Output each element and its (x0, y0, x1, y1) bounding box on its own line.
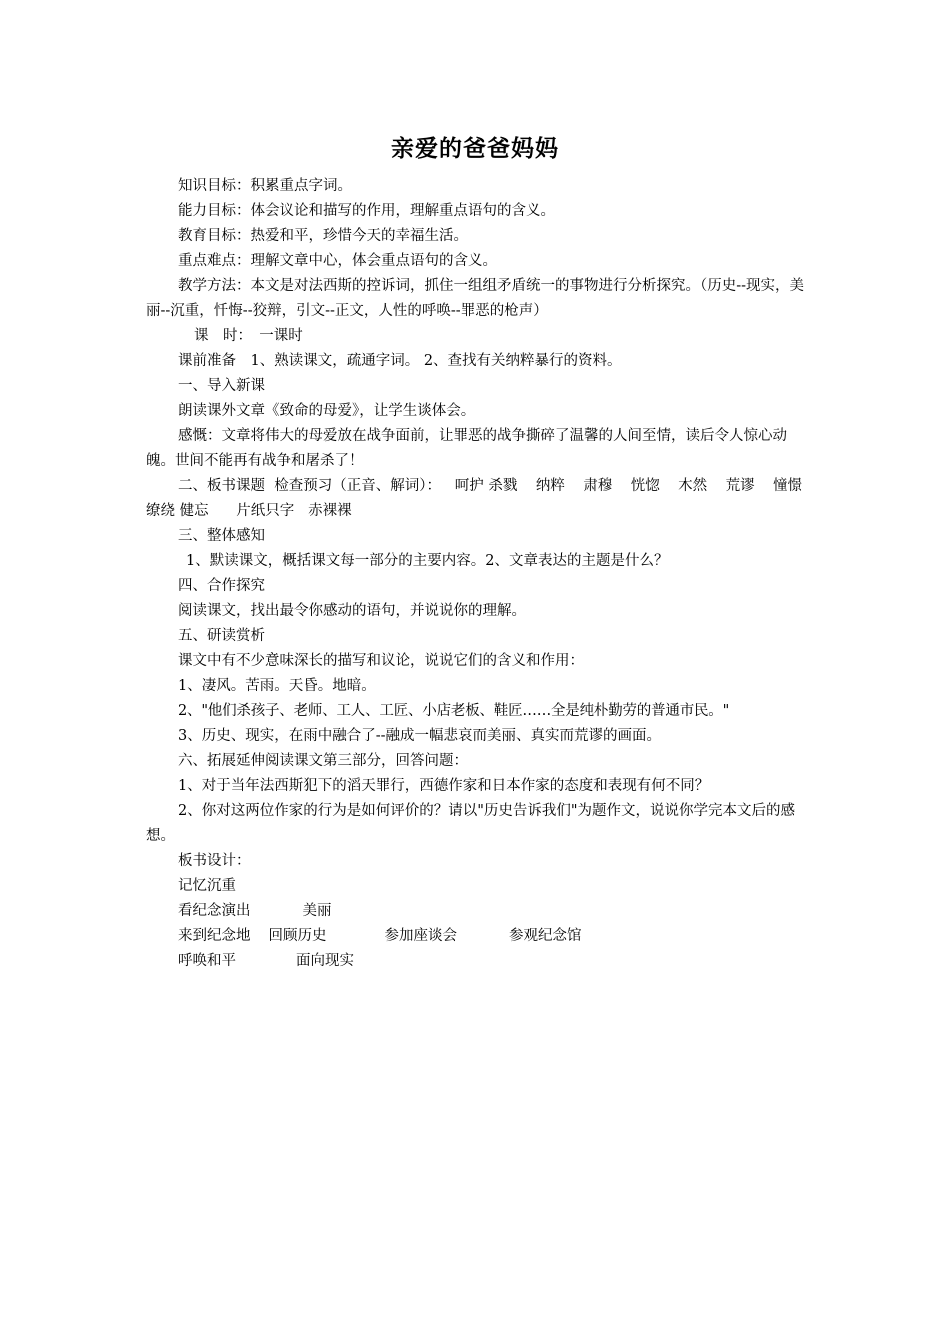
document-title: 亲爱的爸爸妈妈 (391, 136, 559, 162)
class-hours: 课 时： 一课时 (194, 328, 303, 344)
teaching-method: 教学方法：本文是对法西斯的控诉词，抓住一组组矛盾统一的事物进行分析探究。（历史--现实，美丽--沉重，忏悔--狡辩，引文--正文，人性的呼唤--罪恶的枪声） (146, 278, 805, 319)
board-row-3 (146, 924, 810, 949)
section-6-heading: 六、拓展延伸阅读课文第三部分，回答问题： (178, 753, 468, 769)
section-5-item-3: 3、历史、现实，在雨中融合了--融成一幅悲哀而美丽、真实而荒谬的画面。 (178, 728, 662, 744)
section-3-heading: 三、整体感知 (178, 528, 265, 544)
section-4-heading: 四、合作探究 (178, 578, 265, 594)
section-6-question-2: 2、你对这两位作家的行为是如何评价的？请以"历史告诉我们"为题作文，说说你学完本文后的感想。 (146, 803, 796, 844)
goal-education: 教育目标：热爱和平，珍惜今天的幸福生活。 (178, 228, 468, 244)
section-6-question-1: 1、对于当年法西斯犯下的滔天罪行，西德作家和日本作家的态度和表现有何不同？ (178, 778, 710, 794)
board-cell: 回顾历史 (268, 928, 327, 944)
board-cell: 参加座谈会 (384, 928, 457, 944)
section-1-feeling: 感慨：文章将伟大的母爱放在战争面前，让罪恶的战争撕碎了温馨的人间至情，读后令人惊心动魄。世间不能再有战争和屠杀了！ (146, 428, 787, 469)
section-3-text: 1、默读课文，概括课文每一部分的主要内容。2、文章表达的主题是什么？ (186, 553, 669, 569)
document-body (146, 174, 821, 974)
section-2-preview: 二、板书课题 检查预习（正音、解词）： 呵护 杀戮 纳粹 肃穆 恍惚 木然 荒谬 憧憬 缭绕 健忘 片纸只字 赤裸裸 (146, 478, 821, 519)
goal-knowledge: 知识目标：积累重点字词。 (178, 178, 352, 194)
goal-ability: 能力目标：体会议论和描写的作用，理解重点语句的含义。 (178, 203, 555, 219)
board-cell: 看纪念演出 (178, 903, 251, 919)
section-5-item-2: 2、"他们杀孩子、老师、工人、工匠、小店老板、鞋匠……全是纯朴勤劳的普通市民。" (178, 703, 730, 719)
board-design-heading: 板书设计： (178, 853, 251, 869)
section-5-text: 课文中有不少意味深长的描写和议论，说说它们的含义和作用： (178, 653, 584, 669)
board-row-1 (146, 874, 810, 899)
section-5-heading: 五、研读赏析 (178, 628, 265, 644)
section-1-text: 朗读课外文章《致命的母爱》，让学生谈体会。 (178, 403, 476, 419)
board-cell: 参观纪念馆 (509, 928, 582, 944)
board-cell: 面向现实 (296, 953, 354, 969)
board-cell: 记忆沉重 (178, 878, 236, 894)
board-row-2 (146, 899, 810, 924)
section-5-item-1: 1、凄风。苦雨。天昏。地暗。 (178, 678, 376, 694)
board-cell: 来到纪念地 (178, 928, 251, 944)
board-row-4 (146, 949, 810, 974)
board-cell: 呼唤和平 (178, 953, 236, 969)
board-cell: 美丽 (302, 903, 332, 919)
section-4-text: 阅读课文，找出最令你感动的语句，并说说你的理解。 (178, 603, 526, 619)
section-1-heading: 一、导入新课 (178, 378, 265, 394)
key-points: 重点难点：理解文章中心，体会重点语句的含义。 (178, 253, 497, 269)
preparation: 课前准备 1、熟读课文，疏通字词。 2、查找有关纳粹暴行的资料。 (178, 353, 622, 369)
